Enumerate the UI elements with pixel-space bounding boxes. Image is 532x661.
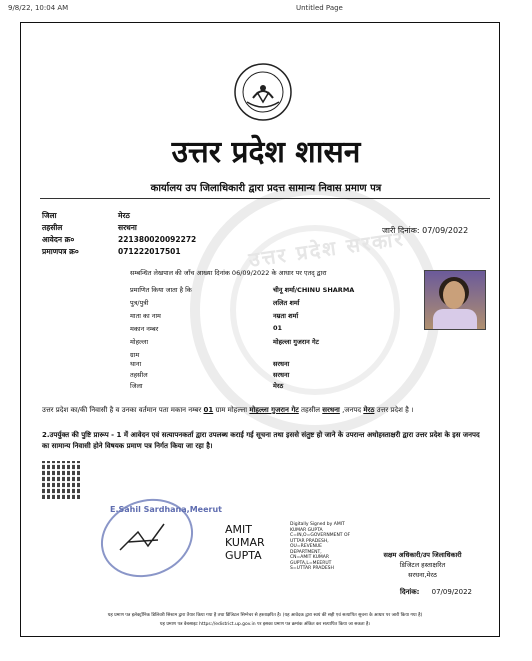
- detail-label: प्रमाणित किया जाता है कि: [130, 286, 192, 294]
- print-page-title: Untitled Page: [296, 4, 343, 12]
- digital-signature-info: Digitally Signed by AMIT KUMAR GUPTA C=IN,O=GOVERNMENT OF UTTAR PRADESH, OU=REVENUE DEPARTMENT, CN=AMIT KUMAR GUPTA,L=MEERUT S=UTTAR PRADESH: [290, 522, 351, 571]
- field-label-tehsil: तहसील: [42, 223, 63, 232]
- field-label-district: जिला: [42, 211, 57, 220]
- watermark-text: उत्तर प्रदेश सरकार: [247, 226, 406, 272]
- signature-date: दिनांक: 07/09/2022: [400, 588, 472, 596]
- field-value-certificate-no: 071222017501: [118, 247, 181, 256]
- qr-code-pattern: [42, 461, 80, 499]
- stamp-text: E.Sahil Sardhana,Meerut: [110, 505, 222, 514]
- detail-value-police-station: सरधना: [273, 360, 290, 368]
- detail-label: पुत्र/पुत्री: [130, 299, 149, 307]
- detail-label: मकान नम्बर: [130, 325, 159, 333]
- field-label-certificate-no: प्रमाणपत्र क्र०: [42, 247, 79, 256]
- confirmation-paragraph: 2.उपर्युक्त की पुष्टि प्रारूप - 1 में आवेदन एवं सत्यापनकर्ता द्वारा उपलब्ध कराई गई सूचना तथा इससे संतुष्ट हो जाने के उपरान्त अधोहस्ताक्षरी द्वारा उत्तर प्रदेश के इस जनपद का सामान्य निवासी होने विषयक प्रमाण पत्र निर्गत किया जा रहा है।: [42, 431, 480, 450]
- footer-verify-note: यह प्रमाण पत्र वेबसाइट https://edistrict.up.gov.in पर इसका प्रमाण पत्र क्रमांक अंकित कर सत्यापित किया जा सकता है।: [159, 622, 371, 627]
- residence-paragraph: उत्तर प्रदेश का/की निवासी है व उनका वर्तमान पता मकान नम्बर 01 ग्राम मोहल्ला मोहल्ला गुजरान गेट तहसील सरधना ,जनपद मेरठ उत्तर प्रदेश है ।: [42, 406, 414, 414]
- signer-name: AMIT KUMAR GUPTA: [225, 523, 265, 562]
- up-emblem-icon: [233, 62, 293, 122]
- verification-heading: सम्बन्धित लेखपाल की जाँच आख्या दिनांक 06/09/2022 के आधार पर एतद् द्वारा: [130, 269, 327, 277]
- print-timestamp: 9/8/22, 10:04 AM: [8, 4, 69, 12]
- detail-label: माता का नाम: [130, 312, 161, 320]
- detail-value-district: मेरठ: [273, 382, 284, 390]
- field-label-application-no: आवेदन क्र०: [42, 235, 75, 244]
- authority-block: सक्षम अधिकारी/उप जिलाधिकारी डिजिटल हस्ताक्षरित सरधना,मेरठ: [383, 551, 462, 579]
- detail-value-name: चीनू शर्मा/CHINU SHARMA: [273, 286, 355, 294]
- certificate-subtitle: कार्यालय उप जिलाधिकारी द्वारा प्रदत्त सामान्य निवास प्रमाण पत्र: [150, 183, 382, 194]
- detail-value-parent: ललित शर्मा: [273, 299, 300, 307]
- applicant-photo: [424, 270, 486, 330]
- page-title: उत्तर प्रदेश शासन: [171, 135, 361, 170]
- field-value-district: मेरठ: [118, 211, 130, 220]
- signature-scribble: [118, 520, 168, 560]
- detail-label: ग्राम: [130, 351, 140, 359]
- detail-value-mother: नम्रता शर्मा: [273, 312, 299, 320]
- detail-value-mohalla: मोहल्ला गुजरान गेट: [273, 338, 319, 346]
- detail-value-tehsil: सरधना: [273, 371, 290, 379]
- detail-value-house-no: 01: [273, 324, 283, 332]
- subtitle-divider: [40, 198, 490, 199]
- detail-label: मोहल्ला: [130, 338, 149, 346]
- issue-date: जारी दिनांक: 07/09/2022: [382, 226, 469, 235]
- field-value-tehsil: सरधना: [118, 223, 137, 232]
- detail-label: तहसील: [130, 371, 148, 379]
- detail-label: थाना: [130, 360, 142, 368]
- detail-label: जिला: [130, 382, 143, 390]
- footer-note: यह प्रमाण पत्र इलेक्ट्रॉनिक डिलिवरी सिस्टम द्वारा तैयार किया गया है तथा डिजिटल सिग्नेचर से हस्ताक्षरित है। (यह आवेदक द्वारा स्वयं की सही एवं सत्यापित सूचना के आधार पर जारी किया गया है): [107, 613, 423, 618]
- field-value-application-no: 221380020092272: [118, 235, 197, 244]
